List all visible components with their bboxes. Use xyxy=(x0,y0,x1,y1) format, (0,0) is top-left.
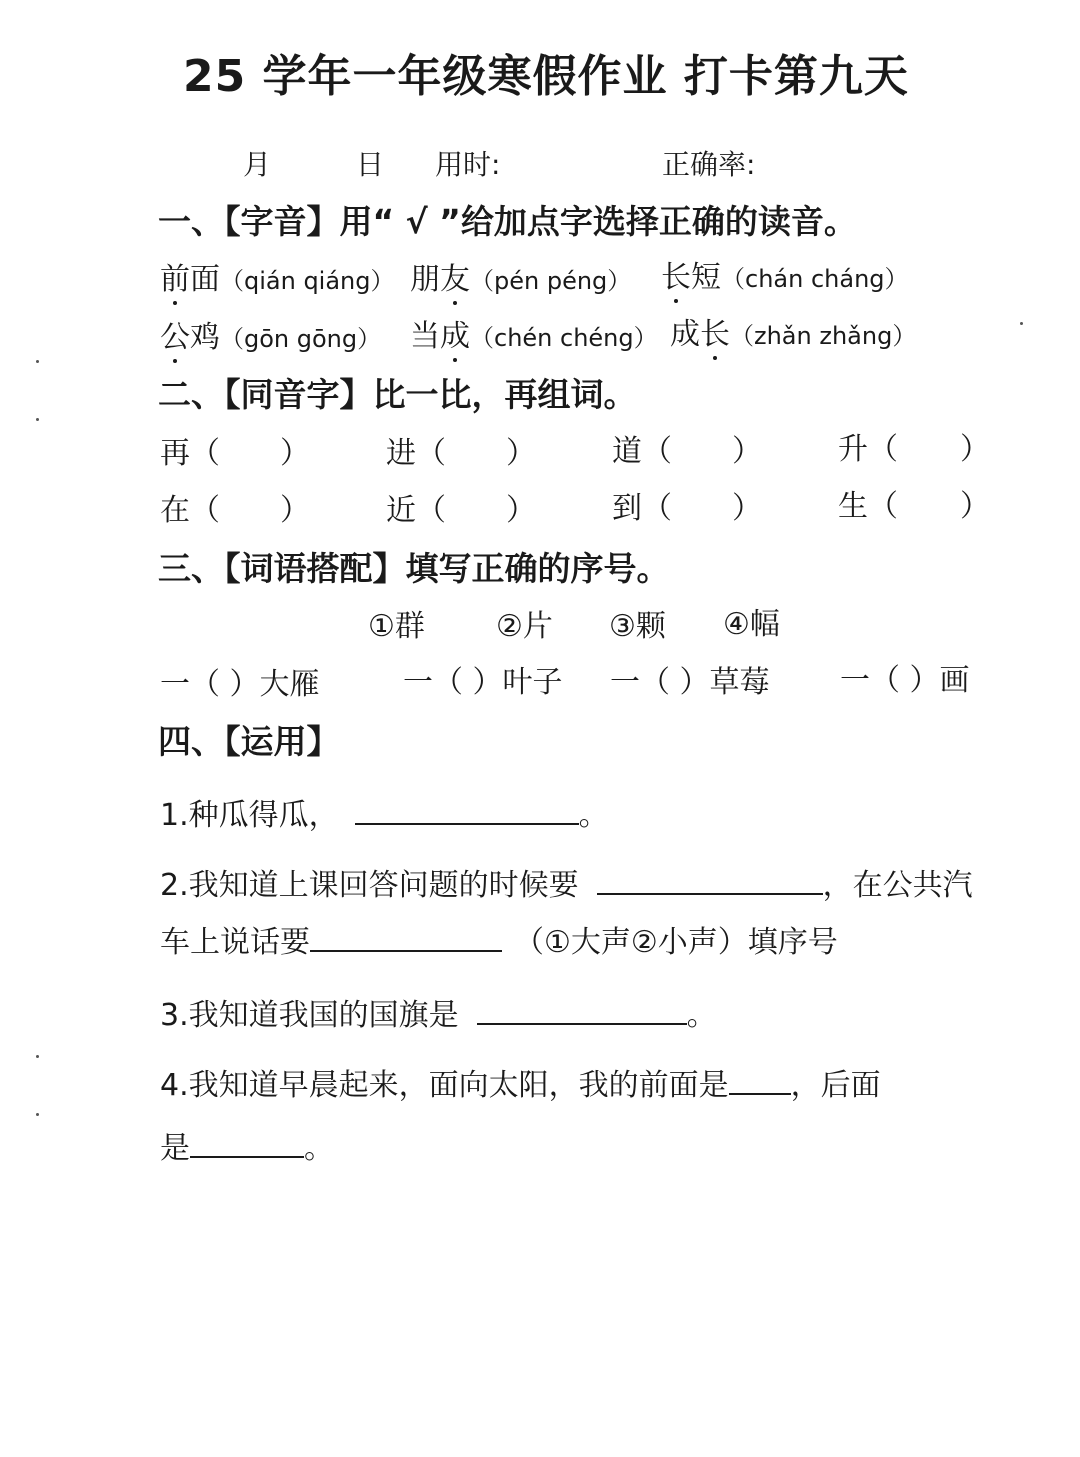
paren-close: ） xyxy=(506,493,536,528)
scan-speck xyxy=(36,1055,39,1058)
section1-heading: 一、【字音】用“ √ ”给加点字选择正确的读音。 xyxy=(158,202,857,241)
question-text: 1.种瓜得瓜， xyxy=(160,798,339,833)
pinyin-item xyxy=(670,309,916,353)
option-3: ③颗 xyxy=(609,609,666,644)
homophone-item xyxy=(386,485,536,529)
homophone-char: 升（ xyxy=(838,432,898,467)
question-4-line1 xyxy=(160,1060,881,1104)
pinyin-options: （chén chéng） xyxy=(470,324,658,352)
dotted-char: 长 xyxy=(661,252,691,296)
question-2-line2 xyxy=(160,917,838,961)
answer-blank[interactable] xyxy=(310,922,502,952)
dotted-char: 友 xyxy=(440,254,470,298)
homophone-char: 在（ xyxy=(160,493,220,528)
question-text: （①大声②小声）填序号 xyxy=(514,925,838,960)
homophone-item xyxy=(612,483,762,527)
word-before: 成 xyxy=(670,317,700,352)
homophone-item xyxy=(160,485,310,529)
question-text: 。 xyxy=(578,798,609,833)
paren-close: ） xyxy=(506,436,536,471)
pinyin-item xyxy=(410,254,631,298)
accuracy-label: 正确率: xyxy=(662,148,756,181)
question-text: 3.我知道我国的国旗是 xyxy=(160,998,459,1033)
scan-speck xyxy=(1020,322,1023,325)
paren-close: ） xyxy=(280,436,310,471)
paren-close: ） xyxy=(280,493,310,528)
question-text: 是 xyxy=(160,1131,190,1166)
homophone-item xyxy=(160,428,310,472)
word-after: 短 xyxy=(691,260,721,295)
word-before: 当 xyxy=(410,319,440,354)
homophone-char: 道（ xyxy=(612,434,672,469)
match-item: 一（ ）叶子 xyxy=(403,665,563,700)
homophone-item xyxy=(838,424,990,468)
scan-speck xyxy=(36,1113,39,1116)
question-4-line2 xyxy=(160,1123,334,1167)
question-text: ，在公共汽 xyxy=(822,868,973,903)
homophone-char: 生（ xyxy=(838,489,898,524)
pinyin-item xyxy=(160,312,381,356)
pinyin-options: （chán cháng） xyxy=(721,265,909,293)
answer-blank[interactable] xyxy=(190,1128,304,1158)
question-3 xyxy=(160,990,717,1034)
answer-blank[interactable] xyxy=(477,995,687,1025)
pinyin-item xyxy=(160,254,395,298)
paren-close: ） xyxy=(960,432,990,467)
scan-speck xyxy=(36,360,39,363)
question-text: ，后面 xyxy=(790,1068,881,1103)
homophone-char: 进（ xyxy=(386,436,446,471)
word-after: 面 xyxy=(190,262,220,297)
page-title: 25 学年一年级寒假作业 打卡第九天 xyxy=(183,51,909,102)
section3-heading: 三、【词语搭配】填写正确的序号。 xyxy=(158,549,670,588)
pinyin-options: （pén péng） xyxy=(470,267,632,295)
match-item: 一（ ）画 xyxy=(840,663,970,698)
dotted-char: 成 xyxy=(440,311,470,355)
time-used-label: 用时: xyxy=(435,148,501,181)
question-text: 4.我知道早晨起来，面向太阳，我的前面是 xyxy=(160,1068,729,1103)
option-1: ①群 xyxy=(368,609,425,644)
question-text: 。 xyxy=(686,998,717,1033)
paren-close: ） xyxy=(732,491,762,526)
option-2: ②片 xyxy=(496,609,553,644)
scan-speck xyxy=(36,418,39,421)
pinyin-options: （gōn gōng） xyxy=(220,325,382,353)
paren-close: ） xyxy=(732,434,762,469)
question-text: 2.我知道上课回答问题的时候要 xyxy=(160,868,579,903)
dotted-char: 前 xyxy=(160,254,190,298)
question-1 xyxy=(160,790,609,834)
homophone-char: 近（ xyxy=(386,493,446,528)
section4-heading: 四、【运用】 xyxy=(158,722,340,761)
section2-heading: 二、【同音字】比一比，再组词。 xyxy=(158,375,637,414)
homophone-item xyxy=(612,426,762,470)
word-before: 朋 xyxy=(410,262,440,297)
question-text: 。 xyxy=(304,1131,334,1166)
day-label: 日 xyxy=(356,148,385,181)
word-after: 鸡 xyxy=(190,320,220,355)
match-item: 一（ ）大雁 xyxy=(160,667,320,702)
homophone-item xyxy=(838,481,990,525)
pinyin-item xyxy=(661,252,909,296)
pinyin-options: （qián qiáng） xyxy=(220,267,395,295)
option-4: ④幅 xyxy=(723,607,780,642)
answer-blank[interactable] xyxy=(729,1065,791,1095)
question-2-line1 xyxy=(160,860,973,904)
homophone-item xyxy=(386,428,536,472)
pinyin-item xyxy=(410,311,658,355)
month-label: 月 xyxy=(243,148,272,181)
question-text: 车上说话要 xyxy=(160,925,310,960)
homophone-char: 到（ xyxy=(612,491,672,526)
match-item: 一（ ）草莓 xyxy=(610,665,770,700)
answer-blank[interactable] xyxy=(355,795,579,825)
dotted-char: 长 xyxy=(700,309,730,353)
pinyin-options: （zhǎn zhǎng） xyxy=(730,322,917,350)
paren-close: ） xyxy=(960,489,990,524)
dotted-char: 公 xyxy=(160,312,190,356)
homophone-char: 再（ xyxy=(160,436,220,471)
answer-blank[interactable] xyxy=(597,865,823,895)
